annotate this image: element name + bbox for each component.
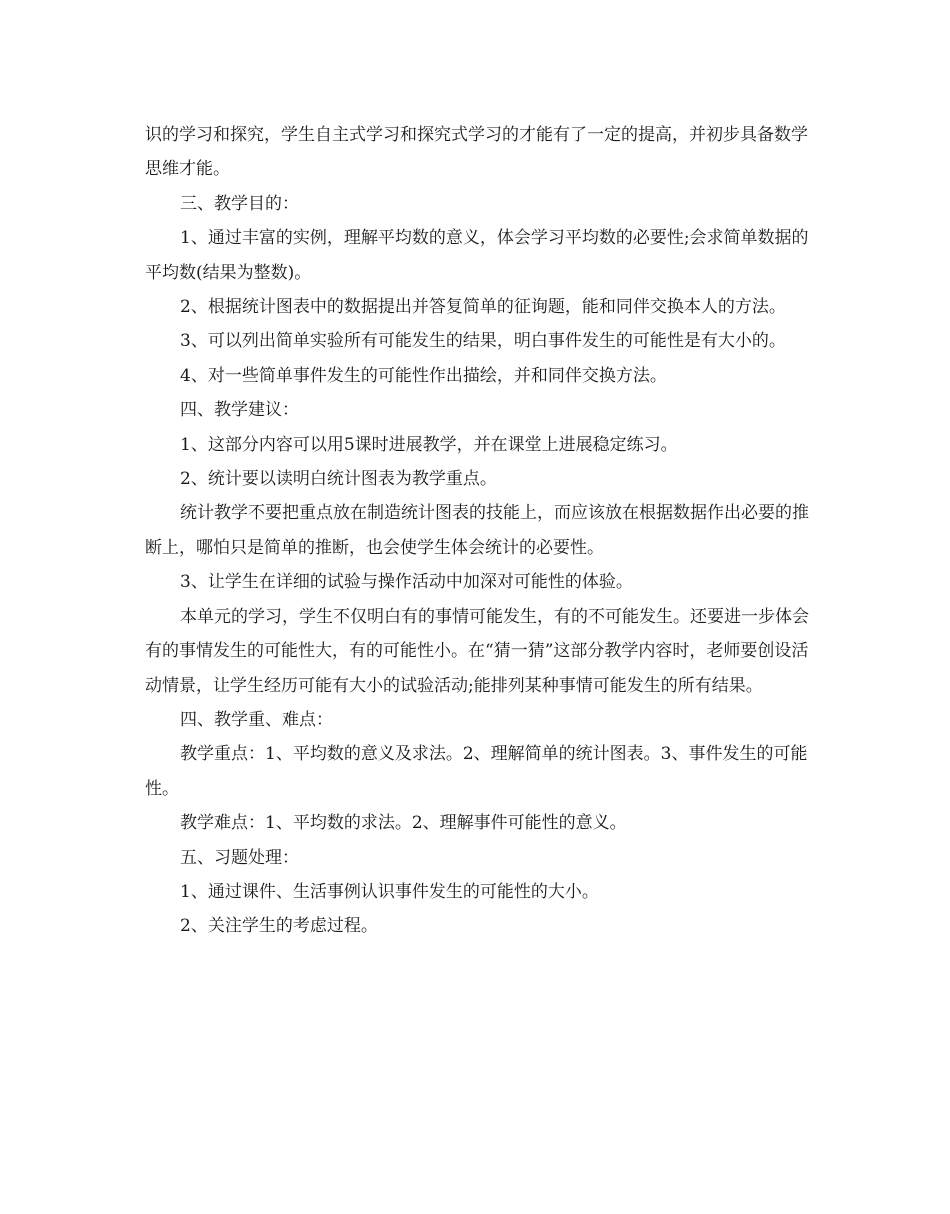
paragraph: 统计教学不要把重点放在制造统计图表的技能上，而应该放在根据数据作出必要的推断上，哪怕只是简单的推断，也会使学生体会统计的必要性。 (145, 503, 809, 558)
section-heading-teaching-goals: 三、教学目的： (180, 193, 299, 214)
section-heading-key-points: 四、教学重、难点： (180, 709, 333, 730)
paragraph: 教学难点：1、平均数的求法。2、理解事件可能性的意义。 (180, 813, 627, 834)
paragraph: 2、统计要以读明白统计图表为教学重点。 (180, 469, 497, 490)
paragraph: 1、这部分内容可以用5课时进展教学，并在课堂上进展稳定练习。 (180, 434, 678, 455)
paragraph: 本单元的学习，学生不仅明白有的事情可能发生，有的不可能发生。还要进一步体会有的事情发生的可能性大，有的可能性小。在“猜一猜”这部分教学内容时，老师要创设活动情景，让学生经历可能有大小的试验活动;能排列某种事情可能发生的所有结果。 (145, 606, 809, 696)
paragraph: 识的学习和探究，学生自主式学习和探究式学习的才能有了一定的提高，并初步具备数学思维才能。 (145, 125, 808, 180)
paragraph: 2、关注学生的考虑过程。 (180, 916, 378, 937)
paragraph: 3、可以列出简单实验所有可能发生的结果，明白事件发生的可能性是有大小的。 (180, 331, 786, 352)
document-body (145, 118, 810, 944)
paragraph: 2、根据统计图表中的数据提出并答复简单的征询题，能和同伴交换本人的方法。 (180, 297, 786, 318)
section-heading-teaching-suggestions: 四、教学建议： (180, 400, 299, 421)
paragraph: 1、通过丰富的实例，理解平均数的意义，体会学习平均数的必要性;会求简单数据的平均数(结果为整数)。 (145, 228, 809, 283)
section-heading-exercises: 五、习题处理： (180, 847, 299, 868)
paragraph: 1、通过课件、生活事例认识事件发生的可能性的大小。 (180, 881, 599, 902)
paragraph: 3、让学生在详细的试验与操作活动中加深对可能性的体验。 (180, 572, 633, 593)
paragraph: 4、对一些简单事件发生的可能性作出描绘，并和同伴交换方法。 (180, 365, 667, 386)
paragraph: 教学重点：1、平均数的意义及求法。2、理解简单的统计图表。3、事件发生的可能性。 (145, 744, 808, 799)
